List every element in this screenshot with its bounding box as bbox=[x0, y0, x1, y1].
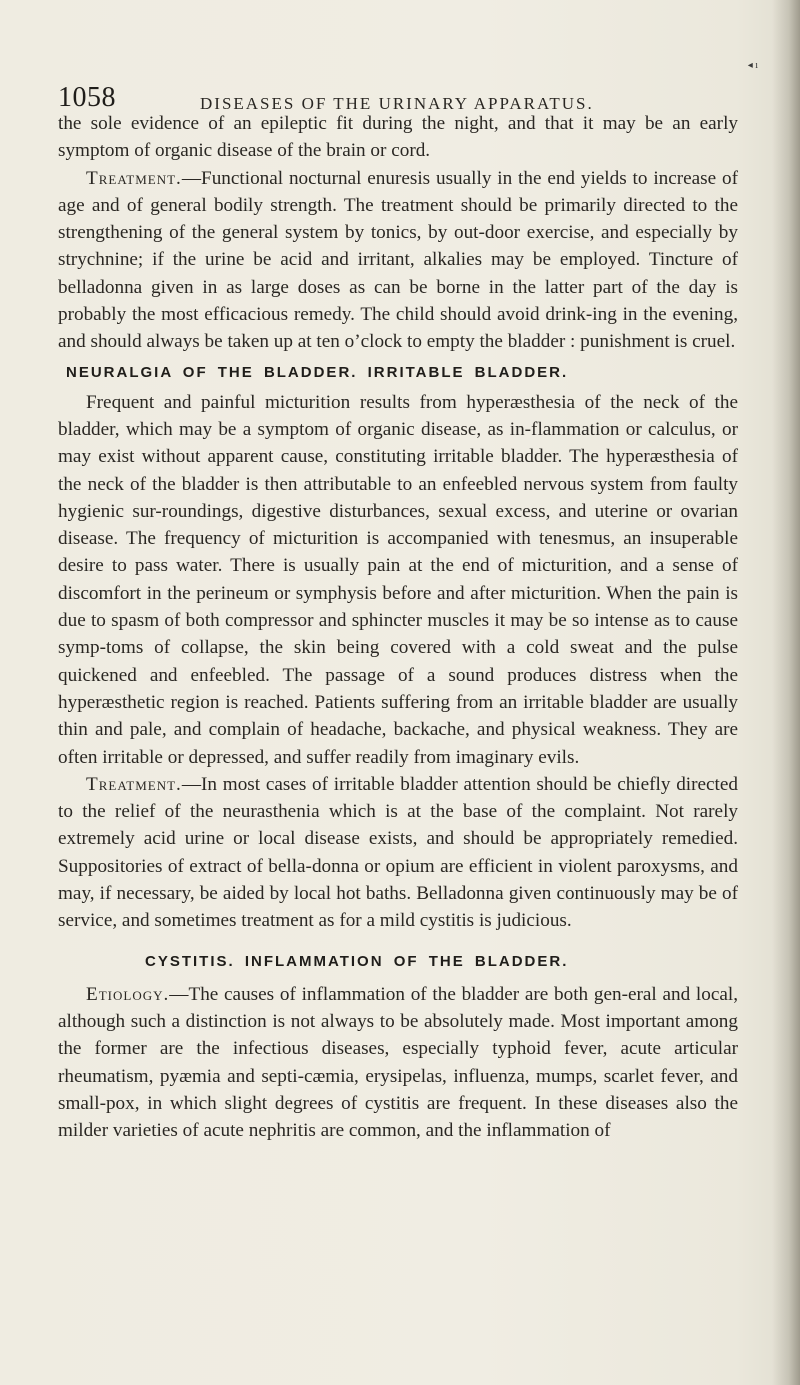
body-text bbox=[58, 110, 738, 1144]
paragraph-irritable-bladder-treatment bbox=[58, 771, 738, 935]
paragraph-text: —The causes of inflammation of the bladder are both gen-eral and local, although such a distinction is not always to be absolutely made. Most important among the former are the infectious diseases, especially typhoid fever, acute articular rheumatism, pyæmia and septi-cæmia, erysipelas, influenza, mumps, scarlet fever, and small-pox, in which slight degrees of cystitis are frequent. In these diseases also the milder varieties of acute nephritis are common, and the inflammation of bbox=[58, 983, 738, 1142]
running-title: DISEASES OF THE URINARY APPARATUS. bbox=[200, 94, 594, 113]
section-heading-cystitis: CYSTITIS. INFLAMMATION OF THE BLADDER. bbox=[145, 952, 569, 970]
run-in-heading-etiology: Etiology. bbox=[86, 983, 170, 1005]
paragraph-text: —Functional nocturnal enuresis usually in the end yields to increase of age and of general bodily strength. The treatment should be primarily directed to the strengthening of the general system by tonics, by out-door exercise, and especially by strychnine; if the urine be acid and irritant, alkalies may be employed. Tincture of belladonna given in as large doses as can be borne in the latter part of the day is probably the most efficacious remedy. The child should avoid drink-ing in the evening, and should always be taken up at ten o’clock to empty the bladder : punishment is cruel. bbox=[58, 167, 738, 353]
paragraph-enuresis-continuation: the sole evidence of an epileptic fit during the night, and that it may be an early symptom of organic disease of the brain or cord. bbox=[58, 113, 738, 162]
page-number: 1058 bbox=[58, 82, 116, 113]
page-edge-shadow bbox=[772, 0, 800, 1385]
run-in-heading-treatment: Treatment. bbox=[86, 167, 182, 189]
run-in-heading-treatment: Treatment. bbox=[86, 773, 182, 795]
paragraph-text: —In most cases of irritable bladder attention should be chiefly directed to the relief of the neurasthenia which is at the base of the complaint. Not rarely extremely acid urine or local disease exists, and should be appropriately remedied. Suppositories of extract of bella-donna or opium are efficient in violent paroxysms, and may, if necessary, be aided by local hot baths. Belladonna given continuously may be of service, and sometimes treatment as for a mild cystitis is judicious. bbox=[58, 773, 738, 932]
section-heading-neuralgia: NEURALGIA OF THE BLADDER. IRRITABLE BLADDER. bbox=[66, 363, 569, 381]
paragraph-cystitis-etiology bbox=[58, 981, 738, 1145]
paragraph-irritable-bladder: Frequent and painful micturition results from hyperæsthesia of the neck of the bladder, which may be a symptom of organic disease, as in-flammation or calculus, or may exist without apparent cause, constituting irritable bladder. The hyperæsthesia of the neck of the bladder is then attributable to an enfeebled nervous system from faulty hygienic sur-roundings, digestive disturbances, sexual excess, and uterine or ovarian disease. The frequency of micturition is accompanied with tenesmus, an insuperable desire to pass water. There is usually pain at the end of micturition, and a sense of discomfort in the perineum or symphysis before and after micturition. When the pain is due to spasm of both compressor and sphincter muscles it may be so intense as to cause symp-toms of collapse, the skin being covered with a cold sweat and the pulse quickened and enfeebled. The passage of a sound produces distress when the hyperæsthetic region is reached. Patients suffering from an irritable bladder are usually thin and pale, and complain of headache, backache, and physical weakness. They are often irritable or depressed, and suffer readily from imaginary evils. bbox=[58, 391, 738, 768]
paragraph-enuresis-treatment bbox=[58, 165, 738, 356]
corner-mark: ◂ ı bbox=[747, 60, 758, 71]
page-header bbox=[58, 82, 738, 112]
